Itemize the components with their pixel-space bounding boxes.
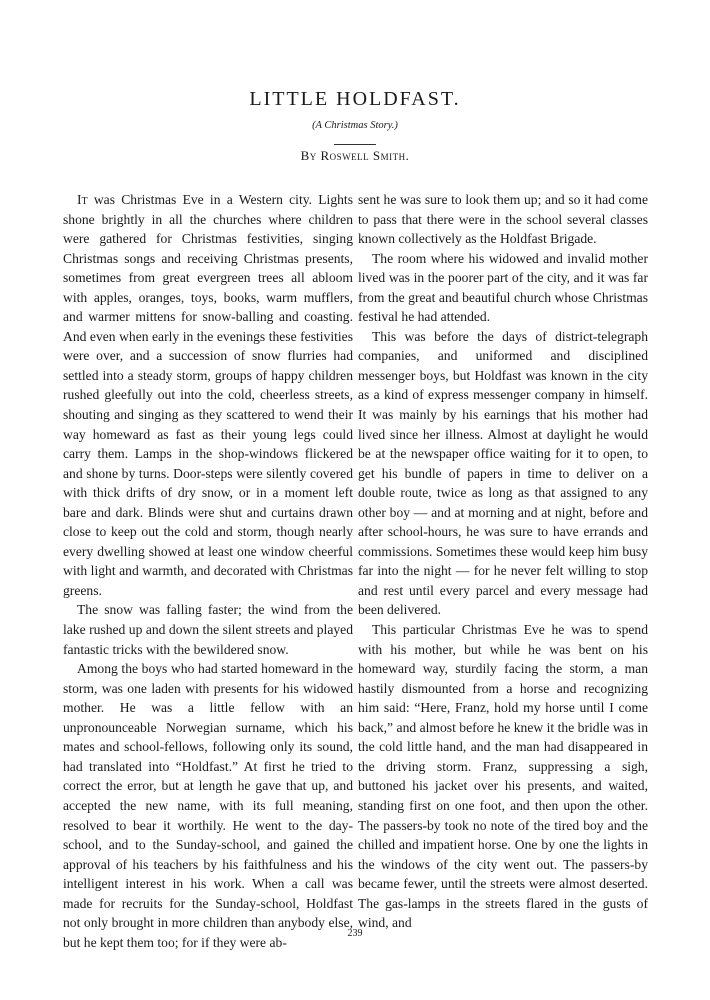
page-number: 239	[347, 928, 363, 939]
paragraph: sent he was sure to look them up; and so it had come to pass that there were in the school several classes known collectively as the Holdfast Brigade.	[358, 192, 648, 247]
text-column-right	[358, 190, 648, 933]
title-rule	[334, 144, 376, 145]
paragraph: This was before the days of district-telegraph companies, and uniformed and disciplined messenger boys, but Holdfast was known in the city as a kind of express messenger company in himself. It was mainly by his earnings that his mother had lived since her illness. Almost at daylight he would be at the newspaper office waiting for it to open, to get his bundle of papers in time to deliver on a double route, twice as long as that assigned to any other boy — and at morning and at night, before and after school-hours, he was sure to have errands and commissions. Sometimes these would keep him busy far into the night — for he never felt willing to stop and rest until every parcel and every message had been delivered.	[358, 328, 648, 618]
text-column-left	[63, 190, 353, 952]
article-subtitle: (A Christmas Story.)	[312, 120, 398, 131]
paragraph	[63, 190, 353, 600]
article-title: LITTLE HOLDFAST.	[249, 88, 461, 110]
paragraph: The room where his widowed and invalid mother lived was in the poorer part of the city, and it was far from the great and beautiful church whose Christmas festival he had attended.	[358, 250, 648, 325]
author-byline: By Roswell Smith.	[300, 148, 410, 163]
drop-lead-word: It	[77, 192, 88, 207]
paragraph: The snow was falling faster; the wind from the lake rushed up and down the silent streets and played fantastic tricks with the bewildered snow.	[63, 602, 353, 657]
paragraph-text: was Christmas Eve in a Western city. Lights shone brightly in all the churches where children were gathered for Christmas festivities, singing Christmas songs and receiving Christmas presents, sometimes from great evergreen trees all abloom with apples, oranges, toys, books, warm mufflers, and warmer mittens for snow-balling and coasting. And even when early in the evenings these festivities were over, and a succession of snow flurries had settled into a steady storm, groups of happy children rushed gleefully out into the cold, cheerless streets, shouting and singing as they scattered to wend their way homeward as fast as their young legs could carry them. Lamps in the shop-windows flickered and shone by turns. Door-steps were silently covered with thick drifts of dry snow, or in a moment left bare and dark. Blinds were shut and curtains drawn close to keep out the cold and storm, though nearly every dwelling showed at least one window cheerful with light and warmth, and decorated with Christmas greens.	[63, 192, 353, 598]
paragraph: This particular Christmas Eve he was to spend with his mother, but while he was bent on his homeward way, sturdily facing the storm, a man hastily dismounted from a horse and recognizing him said: “Here, Franz, hold my horse until I come back,” and almost before he knew it the bridle was in the cold little hand, and the man had disappeared in the driving storm. Franz, suppressing a sigh, buttoned his jacket over his presents, and waited, standing first on one foot, and then upon the other. The passers-by took no note of the tired boy and the chilled and impatient horse. One by one the lights in the windows of the city went out. The passers-by became fewer, until the streets were almost deserted. The gas-lamps in the streets flared in the gusts of wind, and	[358, 622, 648, 931]
paragraph: Among the boys who had started homeward in the storm, was one laden with presents for his widowed mother. He was a little fellow with an unpronounceable Norwegian surname, which his mates and school-fellows, following only its sound, had translated into “Holdfast.” At first he tried to correct the error, but at length he gave that up, and accepted the new name, with its full meaning, resolved to bear it worthily. He went to the day-school, and to the Sunday-school, and gained the approval of his teachers by his faithfulness and his intelligent interest in his work. When a call was made for recruits for the Sunday-school, Holdfast not only brought in more children than anybody else, but he kept them too; for if they were ab-	[63, 661, 353, 950]
